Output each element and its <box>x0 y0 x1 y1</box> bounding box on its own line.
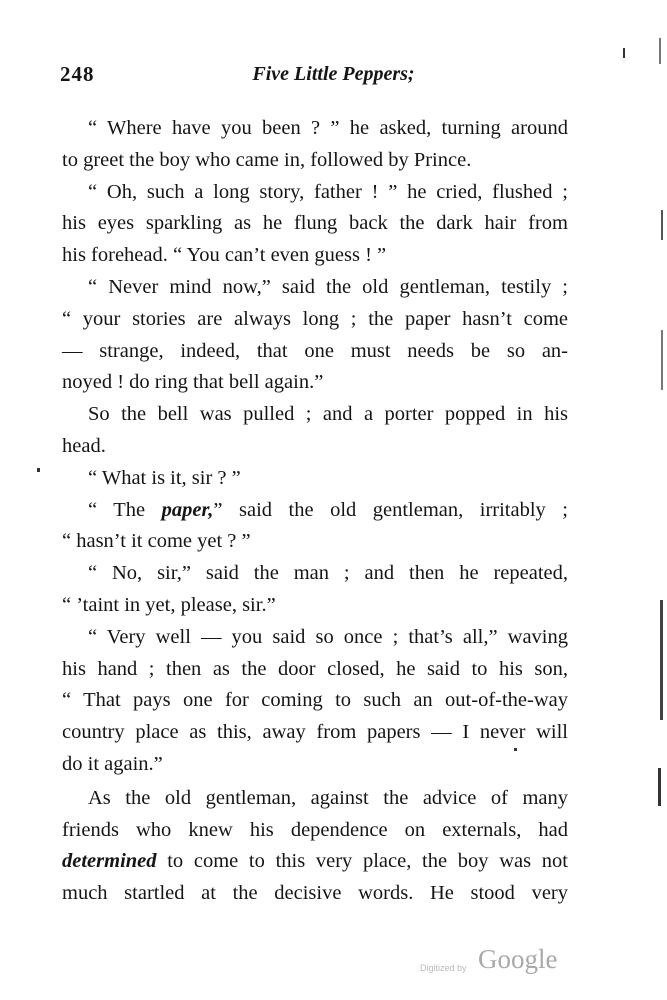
text-line: “ No, sir,” said the man ; and then he repeated, <box>88 562 568 585</box>
body-text <box>62 113 568 910</box>
text-line: “ Where have you been ? ” he asked, turning around <box>88 117 568 139</box>
text-line: As the old gentleman, against the advice of many <box>88 786 568 809</box>
scan-speck <box>37 468 40 472</box>
scan-speck <box>661 210 663 240</box>
text-line: noyed ! do ring that bell again.” <box>62 371 324 394</box>
scan-speck <box>623 48 625 58</box>
text-line: “ your stories are always long ; the paper hasn’t come <box>62 307 568 330</box>
emphasized-word: determined <box>62 850 157 873</box>
text-line: his forehead. “ You can’t even guess ! ” <box>62 244 387 267</box>
digitized-by-google-watermark <box>420 944 590 980</box>
text-line: his hand ; then as the door closed, he said to his son, <box>62 657 568 680</box>
scan-speck <box>658 768 661 806</box>
text-line: So the bell was pulled ; and a porter popped in his <box>88 403 568 426</box>
text-line: friends who knew his dependence on externals, had <box>62 818 568 841</box>
text-line: much startled at the decisive words. He stood very <box>62 882 568 905</box>
text-line: “ What is it, sir ? ” <box>88 466 241 489</box>
text-line: “ Oh, such a long story, father ! ” he cried, flushed ; <box>88 180 568 203</box>
emphasized-word: paper, <box>161 498 214 521</box>
page-header <box>0 62 667 92</box>
text-line: “ hasn’t it come yet ? ” <box>62 530 251 553</box>
page-number: 248 <box>60 62 95 86</box>
text-line: his eyes sparkling as he flung back the dark hair from <box>62 212 568 235</box>
text-line: “ Very well — you said so once ; that’s all,” waving <box>88 625 568 648</box>
watermark-prefix: Digitized by <box>420 963 467 973</box>
scan-speck <box>661 330 663 390</box>
text-line: head. <box>62 434 106 457</box>
line-start: “ The <box>88 498 162 521</box>
text-line: “ That pays one for coming to such an out-of-the-way <box>62 689 568 712</box>
text-line <box>62 495 568 527</box>
text-line: “ ’taint in yet, please, sir.” <box>62 593 276 616</box>
text-line: do it again.” <box>62 752 163 775</box>
text-line: to greet the boy who came in, followed by Prince. <box>62 148 472 171</box>
scan-speck <box>660 600 663 720</box>
line-rest: to come to this very place, the boy was not <box>156 850 568 873</box>
text-line: — strange, indeed, that one must needs be so an- <box>62 339 568 362</box>
line-rest: ” said the old gentleman, irritably ; <box>213 498 568 521</box>
scan-speck <box>659 38 661 64</box>
text-line: “ Never mind now,” said the old gentleman, testily ; <box>88 275 568 298</box>
running-title: Five Little Peppers; <box>252 63 415 85</box>
google-logo: Google <box>478 944 558 974</box>
text-line <box>62 846 568 878</box>
scan-speck <box>514 748 517 751</box>
text-line: country place as this, away from papers — I never will <box>62 721 568 744</box>
